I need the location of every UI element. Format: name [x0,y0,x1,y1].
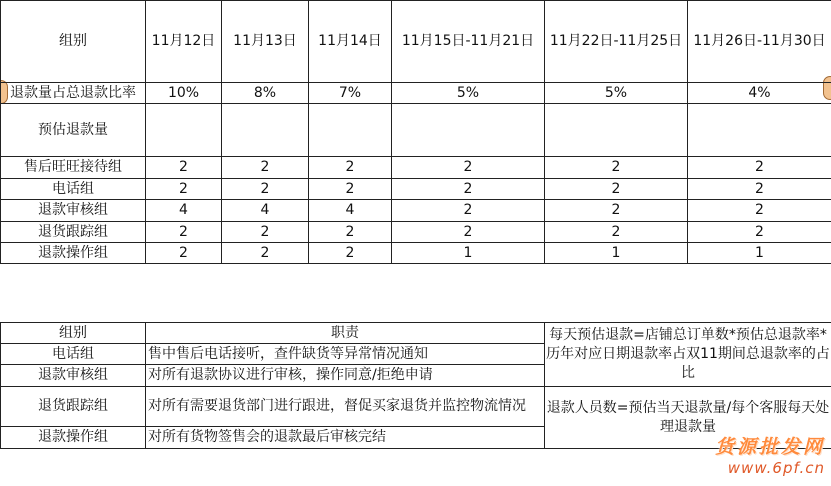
staff-count: 2 [688,157,831,179]
staff-count: 4 [309,200,392,222]
group-name: 电话组 [1,344,146,365]
ratio-cell: 5% [392,83,545,104]
staff-count: 4 [146,200,222,222]
estimate-cell [146,104,222,157]
table-row [1,200,831,222]
group-name: 退货跟踪组 [1,222,146,243]
staff-count: 2 [309,179,392,200]
estimate-label: 预估退款量 [1,104,146,157]
staff-count: 2 [222,243,309,264]
estimate-cell [222,104,309,157]
ratio-cell: 10% [146,83,222,104]
estimate-cell [545,104,688,157]
header-group: 组别 [1,1,146,83]
watermark-brand: 货源批发网 [714,436,825,458]
staff-count: 2 [222,222,309,243]
header-date: 11月26日-11月30日 [688,1,831,83]
staff-count: 2 [392,179,545,200]
staff-count: 2 [146,157,222,179]
ratio-row [1,83,831,104]
staff-count: 4 [222,200,309,222]
duty-header-row [1,323,831,344]
staff-count: 2 [545,222,688,243]
table-row [1,179,831,200]
ratio-cell: 7% [309,83,392,104]
staff-count: 2 [545,157,688,179]
staff-count: 2 [688,179,831,200]
staff-count: 1 [545,243,688,264]
staff-count: 2 [146,222,222,243]
group-name: 退款操作组 [1,243,146,264]
ratio-cell: 8% [222,83,309,104]
duty-text: 对所有货物签售会的退款最后审核完结 [146,427,545,449]
header-row [1,1,831,83]
group-name: 电话组 [1,179,146,200]
group-name: 退款审核组 [1,365,146,387]
staff-count: 2 [545,179,688,200]
staff-count: 2 [222,157,309,179]
table-row [1,157,831,179]
ratio-cell: 5% [545,83,688,104]
staff-count: 2 [545,200,688,222]
group-duty-table [0,322,831,449]
staff-count: 2 [688,200,831,222]
staff-count: 1 [392,243,545,264]
staff-count: 2 [222,179,309,200]
duty-text: 对所有需要退货部门进行跟进，督促买家退货并监控物流情况 [146,387,545,427]
header-date: 11月12日 [146,1,222,83]
ratio-label: 退款量占总退款比率 [1,83,146,104]
staff-count: 2 [392,222,545,243]
estimate-cell [309,104,392,157]
staff-count: 1 [688,243,831,264]
refund-estimate-formula: 每天预估退款=店铺总订单数*预估总退款率*历年对应日期退款率占双11期间总退款率的占比 [545,323,831,387]
header-date: 11月22日-11月25日 [545,1,688,83]
duty-text: 对所有退款协议进行审核，操作同意/拒绝申请 [146,365,545,387]
group-name: 退款操作组 [1,427,146,449]
staff-count: 2 [146,179,222,200]
group-name: 退款审核组 [1,200,146,222]
staff-count: 2 [309,157,392,179]
staff-count: 2 [309,243,392,264]
table-row [1,222,831,243]
table-row [1,387,831,427]
staff-count: 2 [392,200,545,222]
header-date: 11月13日 [222,1,309,83]
staff-count-formula: 退款人员数=预估当天退款量/每个客服每天处理退款量 [545,387,831,449]
table-row [1,243,831,264]
site-watermark [715,432,825,477]
duty-header-group: 组别 [1,323,146,344]
estimate-cell [688,104,831,157]
group-name: 售后旺旺接待组 [1,157,146,179]
staff-count: 2 [688,222,831,243]
staff-count: 2 [392,157,545,179]
watermark-url: www.6pf.cn [727,459,825,477]
header-date: 11月14日 [309,1,392,83]
duty-header-duty: 职责 [146,323,545,344]
estimate-cell [392,104,545,157]
header-date: 11月15日-11月21日 [392,1,545,83]
estimate-row [1,104,831,157]
staff-count: 2 [309,222,392,243]
staff-count: 2 [146,243,222,264]
duty-text: 售中售后电话接听，查件缺货等异常情况通知 [146,344,545,365]
group-name: 退货跟踪组 [1,387,146,427]
ratio-cell: 4% [688,83,831,104]
